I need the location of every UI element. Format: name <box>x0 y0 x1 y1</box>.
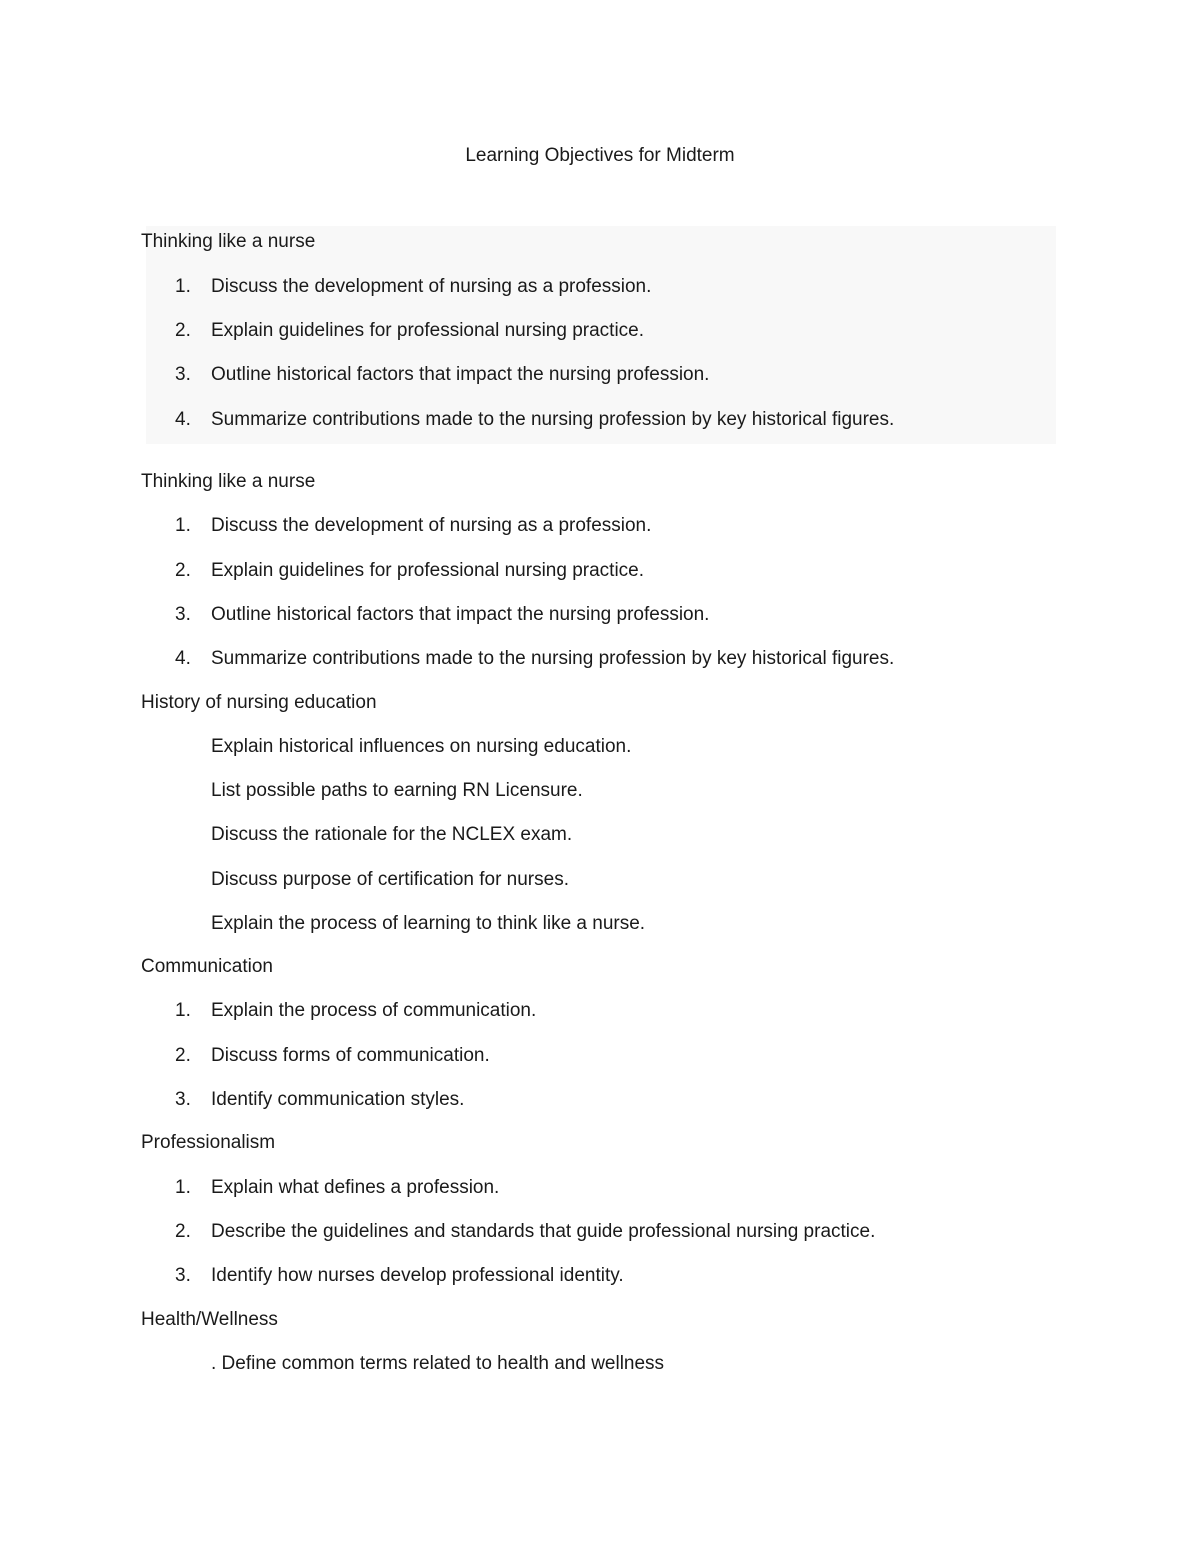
item-number: 1. <box>175 1177 191 1198</box>
list-item: Explain guidelines for professional nursing practice. <box>211 320 645 341</box>
section-heading: Communication <box>141 956 273 977</box>
list-item: Discuss purpose of certification for nurses. <box>211 869 569 890</box>
item-number: 1. <box>175 515 191 536</box>
item-number: 3. <box>175 604 191 625</box>
item-number: 1. <box>175 1000 191 1021</box>
item-number: 3. <box>175 1089 191 1110</box>
item-number: 4. <box>175 648 191 669</box>
section-heading: Health/Wellness <box>141 1309 278 1330</box>
item-number: 2. <box>175 320 191 341</box>
item-number: 3. <box>175 364 191 385</box>
section-heading: Professionalism <box>141 1132 276 1153</box>
list-item: Explain what defines a profession. <box>211 1177 500 1198</box>
list-item: Explain the process of learning to think like a nurse. <box>211 913 646 934</box>
list-item: Explain historical influences on nursing education. <box>211 736 632 757</box>
item-number: 3. <box>175 1265 191 1286</box>
list-item: Explain the process of communication. <box>211 1000 537 1021</box>
list-item: Describe the guidelines and standards that guide professional nursing practice. <box>211 1221 876 1242</box>
list-item: Discuss the development of nursing as a profession. <box>211 276 652 297</box>
item-number: 1. <box>175 276 191 297</box>
list-item: Discuss the development of nursing as a profession. <box>211 515 652 536</box>
list-item: Explain guidelines for professional nursing practice. <box>211 560 645 581</box>
document-title: Learning Objectives for Midterm <box>465 145 735 166</box>
list-item: Identify how nurses develop professional identity. <box>211 1265 624 1286</box>
item-number: 2. <box>175 560 191 581</box>
section-heading: Thinking like a nurse <box>141 231 316 252</box>
list-item: List possible paths to earning RN Licensure. <box>211 780 583 801</box>
list-item: Identify communication styles. <box>211 1089 465 1110</box>
section-heading: History of nursing education <box>141 692 377 713</box>
item-number: 2. <box>175 1045 191 1066</box>
list-item: Discuss forms of communication. <box>211 1045 490 1066</box>
list-item: Discuss the rationale for the NCLEX exam. <box>211 824 573 845</box>
list-item: Outline historical factors that impact the nursing profession. <box>211 364 710 385</box>
section-heading: Thinking like a nurse <box>141 471 316 492</box>
list-item: . Define common terms related to health and wellness <box>211 1353 665 1374</box>
item-number: 2. <box>175 1221 191 1242</box>
list-item: Summarize contributions made to the nursing profession by key historical figures. <box>211 409 895 430</box>
item-number: 4. <box>175 409 191 430</box>
list-item: Summarize contributions made to the nursing profession by key historical figures. <box>211 648 895 669</box>
list-item: Outline historical factors that impact the nursing profession. <box>211 604 710 625</box>
